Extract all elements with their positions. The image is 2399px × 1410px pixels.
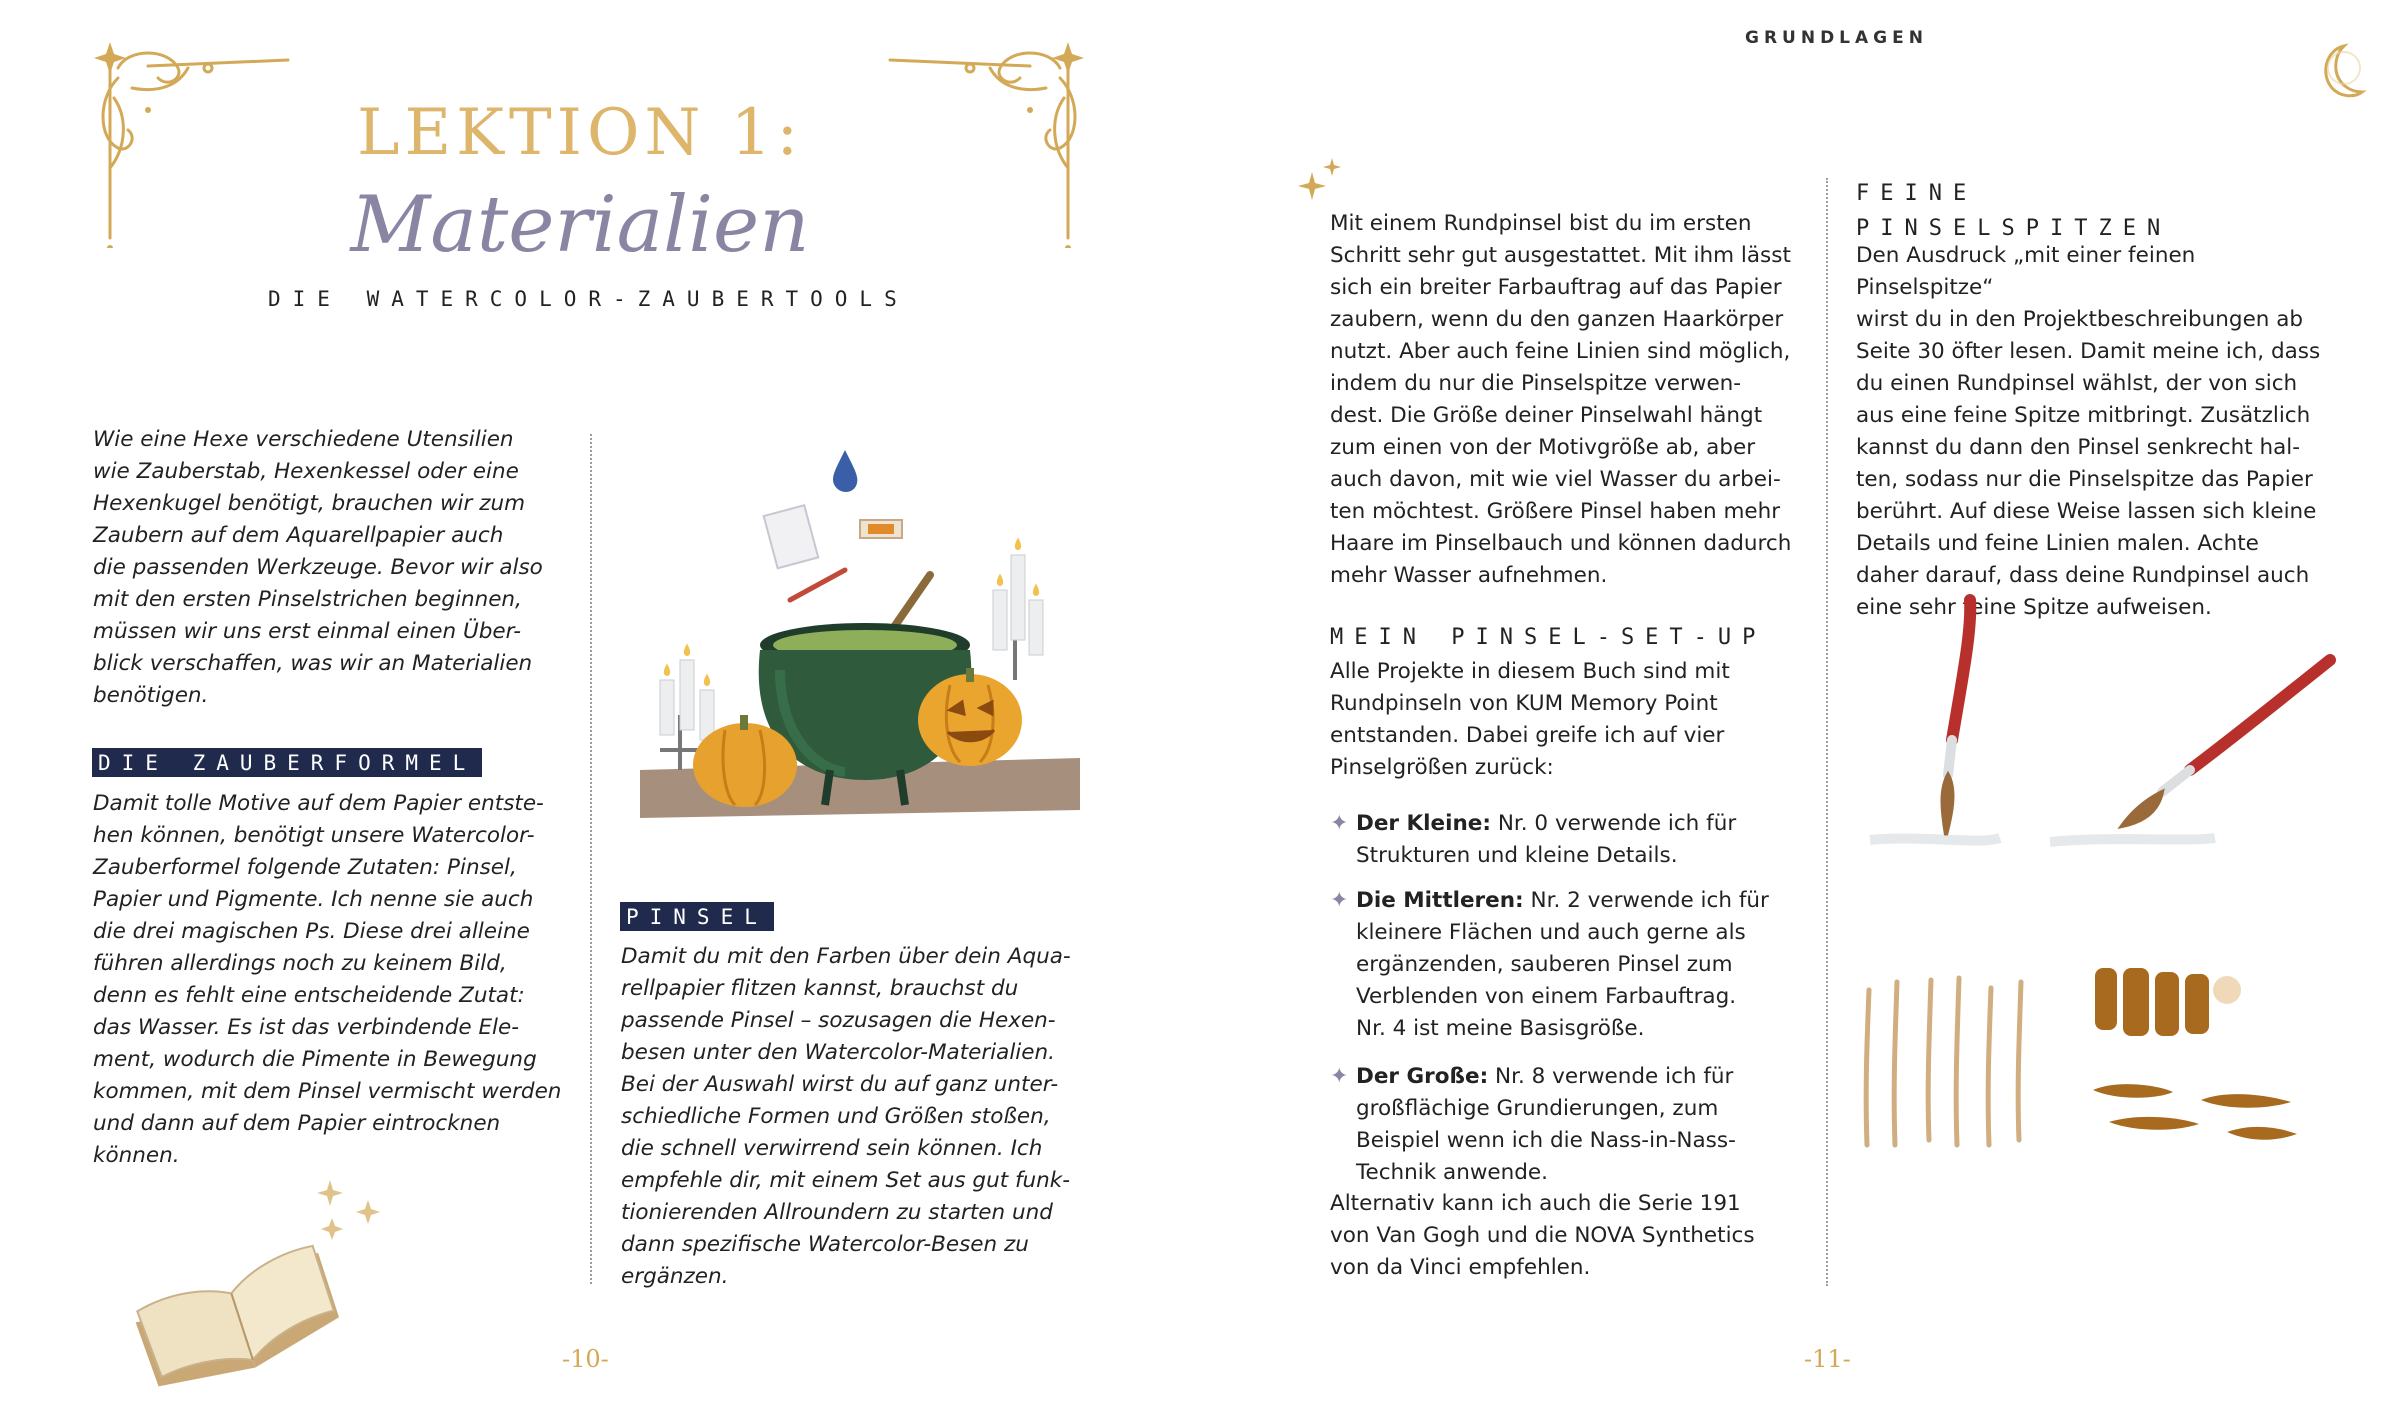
text-line: Technik anwende. xyxy=(1356,1160,1548,1185)
text-line: Den Ausdruck „mit einer feinen Pinselspitze“ xyxy=(1856,243,2196,300)
feine-pinselspitzen-paragraph xyxy=(1856,240,2336,624)
text-line: führen allerdings noch zu keinem Bild, xyxy=(93,951,507,976)
moon-icon xyxy=(2310,40,2370,104)
zauberformel-paragraph xyxy=(93,788,573,1172)
text-line: von Van Gogh und die NOVA Synthetics xyxy=(1330,1223,1755,1248)
text-line: wie Zauberstab, Hexenkessel oder eine xyxy=(93,459,519,484)
column-divider xyxy=(1826,178,1828,1286)
lesson-subtitle: DIE WATERCOLOR-ZAUBERTOOLS xyxy=(268,287,909,311)
text-line: Alle Projekte in diesem Buch sind mit xyxy=(1330,659,1730,684)
text-line: dest. Die Größe deiner Pinselwahl hängt xyxy=(1330,403,1763,428)
text-line: Nr. 4 ist meine Basisgröße. xyxy=(1356,1016,1645,1041)
text-line: Alternativ kann ich auch die Serie 191 xyxy=(1330,1191,1741,1216)
cauldron-illustration xyxy=(630,440,1090,840)
text-line: ergänzenden, sauberen Pinsel zum xyxy=(1356,952,1733,977)
text-line: Mit einem Rundpinsel bist du im ersten xyxy=(1330,211,1752,236)
text-line: Nr. 2 verwende ich für xyxy=(1523,888,1769,913)
text-line: passende Pinsel – sozusagen die Hexen- xyxy=(621,1008,1056,1033)
text-line: rellpapier flitzen kannst, brauchst du xyxy=(621,976,1019,1001)
text-line: müssen wir uns erst einmal einen Über- xyxy=(93,619,522,644)
sparkle-icon xyxy=(1298,158,1344,206)
text-line: mit den ersten Pinselstrichen beginnen, xyxy=(93,587,522,612)
brush-size-label: Die Mittleren: xyxy=(1356,888,1524,913)
text-line: kleinere Flächen und auch gerne als xyxy=(1356,920,1746,945)
open-book-illustration xyxy=(120,1180,380,1390)
text-line: mehr Wasser aufnehmen. xyxy=(1330,563,1608,588)
text-line: benötigen. xyxy=(93,683,209,708)
brush-illustration xyxy=(1860,590,2340,870)
paint-strokes-illustration xyxy=(1855,960,2345,1160)
text-line: ergänzen. xyxy=(621,1264,729,1289)
text-line: ten, sodass nur die Pinselspitze das Papier xyxy=(1856,467,2313,492)
text-line: auch davon, mit wie viel Wasser du arbei- xyxy=(1330,467,1781,492)
column-divider xyxy=(590,434,592,1284)
text-line: indem du nur die Pinselspitze verwen- xyxy=(1330,371,1742,396)
text-line: daher darauf, dass deine Rundpinsel auch xyxy=(1856,563,2310,588)
text-line: Details und feine Linien malen. Achte xyxy=(1856,531,2259,556)
text-line: Verblenden von einem Farbauftrag. xyxy=(1356,984,1737,1009)
text-line: Wie eine Hexe verschiedene Utensilien xyxy=(93,427,514,452)
text-line: nutzt. Aber auch feine Linien sind möglich, xyxy=(1330,339,1791,364)
star-bullet-icon: ✦ xyxy=(1330,888,1349,913)
text-line: kommen, mit dem Pinsel vermischt werden xyxy=(93,1079,562,1104)
text-line: großflächige Grundierungen, zum xyxy=(1356,1096,1719,1121)
text-line: besen unter den Watercolor-Materialien. xyxy=(621,1040,1055,1065)
text-line: berührt. Auf diese Weise lassen sich kleine xyxy=(1856,499,2317,524)
heading-line: FEINE xyxy=(1856,181,1978,206)
text-line: Beispiel wenn ich die Nass-in-Nass- xyxy=(1356,1128,1736,1153)
text-line: Zauberformel folgende Zutaten: Pinsel, xyxy=(93,855,517,880)
text-line: zaubern, wenn du den ganzen Haarkörper xyxy=(1330,307,1784,332)
text-line: Schritt sehr gut ausgestattet. Mit ihm lässt xyxy=(1330,243,1791,268)
text-line: zum einen von der Motivgröße ab, aber xyxy=(1330,435,1756,460)
text-line: Nr. 0 verwende ich für xyxy=(1490,811,1737,836)
text-line: tionierenden Allroundern zu starten und xyxy=(621,1200,1053,1225)
text-line: kannst du dann den Pinsel senkrecht hal- xyxy=(1856,435,2300,460)
text-line: Bei der Auswahl wirst du auf ganz unter- xyxy=(621,1072,1059,1097)
alternative-paragraph xyxy=(1330,1188,1810,1284)
text-line: schiedliche Formen und Größen stoßen, xyxy=(621,1104,1051,1129)
text-line: entstanden. Dabei greife ich auf vier xyxy=(1330,723,1725,748)
intro-paragraph xyxy=(93,424,573,712)
text-line: Strukturen und kleine Details. xyxy=(1356,843,1678,868)
zauberformel-heading: DIE ZAUBERFORMEL xyxy=(92,748,482,777)
text-line: Pinselgrößen zurück: xyxy=(1330,755,1554,780)
text-line: blick verschaffen, was wir an Materialien xyxy=(93,651,533,676)
text-line: Damit du mit den Farben über dein Aqua- xyxy=(621,944,1071,969)
page-number-left: -10- xyxy=(562,1345,609,1373)
text-line: Rundpinseln von KUM Memory Point xyxy=(1330,691,1718,716)
star-bullet-icon: ✦ xyxy=(1330,1064,1349,1089)
text-line: sich ein breiter Farbauftrag auf das Papier xyxy=(1330,275,1782,300)
star-bullet-icon: ✦ xyxy=(1330,811,1349,836)
text-line: empfehle dir, mit einem Set aus gut funk- xyxy=(621,1168,1070,1193)
feine-pinselspitzen-heading xyxy=(1856,176,2326,246)
pinsel-setup-heading: MEIN PINSEL-SET-UP xyxy=(1330,625,1767,650)
text-line: du einen Rundpinsel wählst, der von sich xyxy=(1856,371,2298,396)
text-line: Haare im Pinselbauch und können dadurch xyxy=(1330,531,1792,556)
text-line: das Wasser. Es ist das verbindende Ele- xyxy=(93,1015,519,1040)
lesson-number-title: LEKTION 1: xyxy=(356,96,804,170)
text-line: denn es fehlt eine entscheidende Zutat: xyxy=(93,983,525,1008)
text-line: eine sehr feine Spitze aufweisen. xyxy=(1856,595,2212,620)
text-line: und dann auf dem Papier eintrocknen xyxy=(93,1111,501,1136)
text-line: ment, wodurch die Pimente in Bewegung xyxy=(93,1047,537,1072)
text-line: Damit tolle Motive auf dem Papier entste- xyxy=(93,791,544,816)
text-line: wirst du in den Projektbeschreibungen ab xyxy=(1856,307,2304,332)
text-line: Hexenkugel benötigt, brauchen wir zum xyxy=(93,491,526,516)
pinsel-setup-paragraph xyxy=(1330,656,1810,784)
text-line: Zaubern auf dem Aquarellpapier auch xyxy=(93,523,504,548)
lesson-title: Materialien xyxy=(350,180,810,270)
section-label: GRUNDLAGEN xyxy=(1745,28,1928,48)
text-line: ten möchtest. Größere Pinsel haben mehr xyxy=(1330,499,1781,524)
pinsel-paragraph xyxy=(621,941,1101,1293)
text-line: können. xyxy=(93,1143,180,1168)
text-line: Seite 30 öfter lesen. Damit meine ich, dass xyxy=(1856,339,2321,364)
text-line: Papier und Pigmente. Ich nenne sie auch xyxy=(93,887,534,912)
pinsel-heading: PINSEL xyxy=(620,902,774,931)
text-line: Nr. 8 verwende ich für xyxy=(1488,1064,1734,1089)
brush-size-label: Der Kleine: xyxy=(1356,811,1491,836)
text-line: dann spezifische Watercolor-Besen zu xyxy=(621,1232,1029,1257)
text-line: von da Vinci empfehlen. xyxy=(1330,1255,1591,1280)
text-line: aus eine feine Spitze mitbringt. Zusätzlich xyxy=(1856,403,2311,428)
text-line: hen können, benötigt unsere Watercolor- xyxy=(93,823,535,848)
heading-line: PINSELSPITZEN xyxy=(1856,216,2172,241)
text-line: die passenden Werkzeuge. Bevor wir also xyxy=(93,555,543,580)
text-line: die drei magischen Ps. Diese drei alleine xyxy=(93,919,530,944)
page-number-right: -11- xyxy=(1804,1345,1851,1373)
brush-size-label: Der Große: xyxy=(1356,1064,1489,1089)
rundpinsel-paragraph xyxy=(1330,208,1810,592)
text-line: die schnell verwirrend sein können. Ich xyxy=(621,1136,1043,1161)
